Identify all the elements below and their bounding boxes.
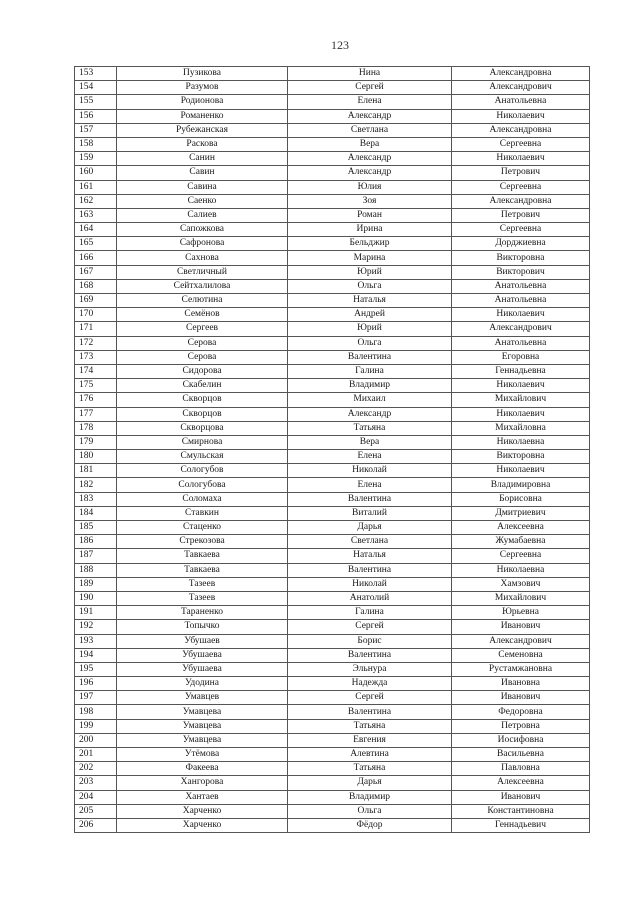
surname-cell: Сологубов	[117, 464, 288, 478]
first-name-cell: Дарья	[288, 521, 452, 535]
surname-cell: Тавкаева	[117, 549, 288, 563]
surname-cell: Скворцов	[117, 393, 288, 407]
patronymic-cell: Петровна	[452, 719, 590, 733]
row-number-cell: 169	[75, 294, 117, 308]
patronymic-cell: Анатольевна	[452, 336, 590, 350]
patronymic-cell: Алексеевна	[452, 521, 590, 535]
patronymic-cell: Александровна	[452, 123, 590, 137]
surname-cell: Сапожкова	[117, 223, 288, 237]
first-name-cell: Наталья	[288, 294, 452, 308]
first-name-cell: Владимир	[288, 790, 452, 804]
row-number-cell: 176	[75, 393, 117, 407]
surname-cell: Санин	[117, 152, 288, 166]
row-number-cell: 177	[75, 407, 117, 421]
first-name-cell: Борис	[288, 634, 452, 648]
row-number-cell: 166	[75, 251, 117, 265]
table-row	[75, 364, 590, 378]
table-row	[75, 350, 590, 364]
first-name-cell: Евгения	[288, 733, 452, 747]
table-row	[75, 237, 590, 251]
table-row	[75, 662, 590, 676]
surname-cell: Утёмова	[117, 748, 288, 762]
table-row	[75, 719, 590, 733]
row-number-cell: 157	[75, 123, 117, 137]
row-number-cell: 202	[75, 762, 117, 776]
surname-cell: Сидорова	[117, 364, 288, 378]
row-number-cell: 162	[75, 194, 117, 208]
patronymic-cell: Иванович	[452, 620, 590, 634]
table-row	[75, 606, 590, 620]
row-number-cell: 163	[75, 208, 117, 222]
first-name-cell: Андрей	[288, 308, 452, 322]
first-name-cell: Александр	[288, 407, 452, 421]
patronymic-cell: Петрович	[452, 166, 590, 180]
table-row	[75, 492, 590, 506]
row-number-cell: 197	[75, 691, 117, 705]
first-name-cell: Алевтина	[288, 748, 452, 762]
table-row	[75, 208, 590, 222]
patronymic-cell: Егоровна	[452, 350, 590, 364]
first-name-cell: Наталья	[288, 549, 452, 563]
patronymic-cell: Николаевич	[452, 152, 590, 166]
table-row	[75, 521, 590, 535]
first-name-cell: Сергей	[288, 691, 452, 705]
surname-cell: Хантаев	[117, 790, 288, 804]
row-number-cell: 160	[75, 166, 117, 180]
first-name-cell: Елена	[288, 478, 452, 492]
surname-cell: Саенко	[117, 194, 288, 208]
row-number-cell: 154	[75, 81, 117, 95]
first-name-cell: Александр	[288, 109, 452, 123]
row-number-cell: 188	[75, 563, 117, 577]
patronymic-cell: Николаевич	[452, 379, 590, 393]
surname-cell: Раскова	[117, 137, 288, 151]
first-name-cell: Валентина	[288, 648, 452, 662]
patronymic-cell: Николаевич	[452, 109, 590, 123]
table-row	[75, 223, 590, 237]
first-name-cell: Татьяна	[288, 421, 452, 435]
patronymic-cell: Анатольевна	[452, 294, 590, 308]
row-number-cell: 185	[75, 521, 117, 535]
first-name-cell: Виталий	[288, 506, 452, 520]
patronymic-cell: Николаевич	[452, 464, 590, 478]
surname-cell: Скворцова	[117, 421, 288, 435]
surname-cell: Убушаев	[117, 634, 288, 648]
row-number-cell: 164	[75, 223, 117, 237]
patronymic-cell: Александрович	[452, 322, 590, 336]
surname-cell: Факеева	[117, 762, 288, 776]
surname-cell: Умавцева	[117, 733, 288, 747]
row-number-cell: 174	[75, 364, 117, 378]
table-row	[75, 733, 590, 747]
first-name-cell: Роман	[288, 208, 452, 222]
patronymic-cell: Александрович	[452, 634, 590, 648]
first-name-cell: Анатолий	[288, 591, 452, 605]
first-name-cell: Татьяна	[288, 719, 452, 733]
surname-cell: Семёнов	[117, 308, 288, 322]
table-row	[75, 294, 590, 308]
surname-cell: Убушаева	[117, 662, 288, 676]
table-row	[75, 180, 590, 194]
table-row	[75, 279, 590, 293]
patronymic-cell: Федоровна	[452, 705, 590, 719]
table-row	[75, 478, 590, 492]
surname-cell: Стаценко	[117, 521, 288, 535]
patronymic-cell: Владимировна	[452, 478, 590, 492]
patronymic-cell: Михайловна	[452, 421, 590, 435]
row-number-cell: 186	[75, 535, 117, 549]
patronymic-cell: Константиновна	[452, 804, 590, 818]
row-number-cell: 159	[75, 152, 117, 166]
surname-cell: Сейтхалилова	[117, 279, 288, 293]
row-number-cell: 191	[75, 606, 117, 620]
first-name-cell: Сергей	[288, 620, 452, 634]
first-name-cell: Александр	[288, 166, 452, 180]
patronymic-cell: Ивановна	[452, 677, 590, 691]
table-row	[75, 152, 590, 166]
table-row	[75, 322, 590, 336]
patronymic-cell: Васильевна	[452, 748, 590, 762]
table-row	[75, 762, 590, 776]
table-row	[75, 67, 590, 81]
first-name-cell: Юлия	[288, 180, 452, 194]
patronymic-cell: Петрович	[452, 208, 590, 222]
surname-cell: Сологубова	[117, 478, 288, 492]
table-row	[75, 691, 590, 705]
first-name-cell: Зоя	[288, 194, 452, 208]
row-number-cell: 156	[75, 109, 117, 123]
surname-cell: Ставкин	[117, 506, 288, 520]
surname-cell: Харченко	[117, 818, 288, 832]
patronymic-cell: Рустамжановна	[452, 662, 590, 676]
table-row	[75, 450, 590, 464]
row-number-cell: 167	[75, 265, 117, 279]
table-row	[75, 535, 590, 549]
first-name-cell: Владимир	[288, 379, 452, 393]
patronymic-cell: Иванович	[452, 691, 590, 705]
patronymic-cell: Павловна	[452, 762, 590, 776]
first-name-cell: Бельджир	[288, 237, 452, 251]
row-number-cell: 193	[75, 634, 117, 648]
first-name-cell: Валентина	[288, 492, 452, 506]
patronymic-cell: Семеновна	[452, 648, 590, 662]
first-name-cell: Нина	[288, 67, 452, 81]
row-number-cell: 180	[75, 450, 117, 464]
patronymic-cell: Александрович	[452, 81, 590, 95]
table-row	[75, 393, 590, 407]
row-number-cell: 199	[75, 719, 117, 733]
first-name-cell: Елена	[288, 95, 452, 109]
patronymic-cell: Борисовна	[452, 492, 590, 506]
first-name-cell: Ольга	[288, 804, 452, 818]
table-row	[75, 407, 590, 421]
first-name-cell: Николай	[288, 577, 452, 591]
row-number-cell: 171	[75, 322, 117, 336]
surname-cell: Тазеев	[117, 577, 288, 591]
first-name-cell: Ирина	[288, 223, 452, 237]
surname-cell: Соломаха	[117, 492, 288, 506]
table-row	[75, 818, 590, 832]
surname-cell: Умавцева	[117, 719, 288, 733]
table-row	[75, 336, 590, 350]
table-row	[75, 804, 590, 818]
patronymic-cell: Михайлович	[452, 591, 590, 605]
table-row	[75, 620, 590, 634]
names-table-body	[75, 67, 590, 833]
surname-cell: Умавцева	[117, 705, 288, 719]
table-row	[75, 251, 590, 265]
row-number-cell: 173	[75, 350, 117, 364]
patronymic-cell: Викторовна	[452, 450, 590, 464]
row-number-cell: 206	[75, 818, 117, 832]
patronymic-cell: Жумабаевна	[452, 535, 590, 549]
surname-cell: Топычко	[117, 620, 288, 634]
first-name-cell: Валентина	[288, 563, 452, 577]
surname-cell: Серова	[117, 350, 288, 364]
first-name-cell: Александр	[288, 152, 452, 166]
table-row	[75, 506, 590, 520]
first-name-cell: Татьяна	[288, 762, 452, 776]
surname-cell: Савин	[117, 166, 288, 180]
patronymic-cell: Николаевна	[452, 563, 590, 577]
surname-cell: Пузикова	[117, 67, 288, 81]
surname-cell: Скворцов	[117, 407, 288, 421]
surname-cell: Савина	[117, 180, 288, 194]
table-row	[75, 549, 590, 563]
patronymic-cell: Дорджиевна	[452, 237, 590, 251]
row-number-cell: 175	[75, 379, 117, 393]
table-row	[75, 81, 590, 95]
surname-cell: Убушаева	[117, 648, 288, 662]
surname-cell: Хангорова	[117, 776, 288, 790]
surname-cell: Тараненко	[117, 606, 288, 620]
patronymic-cell: Иванович	[452, 790, 590, 804]
row-number-cell: 168	[75, 279, 117, 293]
first-name-cell: Юрий	[288, 322, 452, 336]
row-number-cell: 189	[75, 577, 117, 591]
first-name-cell: Галина	[288, 606, 452, 620]
table-row	[75, 748, 590, 762]
row-number-cell: 201	[75, 748, 117, 762]
first-name-cell: Светлана	[288, 535, 452, 549]
surname-cell: Светличный	[117, 265, 288, 279]
patronymic-cell: Сергеевна	[452, 549, 590, 563]
table-row	[75, 123, 590, 137]
table-row	[75, 776, 590, 790]
row-number-cell: 172	[75, 336, 117, 350]
table-row	[75, 95, 590, 109]
patronymic-cell: Николаевич	[452, 407, 590, 421]
row-number-cell: 203	[75, 776, 117, 790]
patronymic-cell: Алексеевна	[452, 776, 590, 790]
surname-cell: Сахнова	[117, 251, 288, 265]
row-number-cell: 192	[75, 620, 117, 634]
row-number-cell: 187	[75, 549, 117, 563]
surname-cell: Стрекозова	[117, 535, 288, 549]
patronymic-cell: Иосифовна	[452, 733, 590, 747]
first-name-cell: Елена	[288, 450, 452, 464]
surname-cell: Харченко	[117, 804, 288, 818]
surname-cell: Салиев	[117, 208, 288, 222]
first-name-cell: Ольга	[288, 279, 452, 293]
surname-cell: Смирнова	[117, 435, 288, 449]
names-table	[74, 66, 590, 833]
table-row	[75, 634, 590, 648]
surname-cell: Романенко	[117, 109, 288, 123]
surname-cell: Разумов	[117, 81, 288, 95]
first-name-cell: Ольга	[288, 336, 452, 350]
row-number-cell: 181	[75, 464, 117, 478]
row-number-cell: 153	[75, 67, 117, 81]
first-name-cell: Дарья	[288, 776, 452, 790]
row-number-cell: 198	[75, 705, 117, 719]
table-row	[75, 379, 590, 393]
first-name-cell: Вера	[288, 137, 452, 151]
table-row	[75, 308, 590, 322]
row-number-cell: 196	[75, 677, 117, 691]
row-number-cell: 182	[75, 478, 117, 492]
patronymic-cell: Михайлович	[452, 393, 590, 407]
patronymic-cell: Анатольевна	[452, 279, 590, 293]
first-name-cell: Вера	[288, 435, 452, 449]
first-name-cell: Марина	[288, 251, 452, 265]
first-name-cell: Светлана	[288, 123, 452, 137]
patronymic-cell: Николаевна	[452, 435, 590, 449]
patronymic-cell: Викторович	[452, 265, 590, 279]
table-row	[75, 435, 590, 449]
surname-cell: Удодина	[117, 677, 288, 691]
first-name-cell: Михаил	[288, 393, 452, 407]
table-row	[75, 464, 590, 478]
row-number-cell: 158	[75, 137, 117, 151]
row-number-cell: 183	[75, 492, 117, 506]
row-number-cell: 204	[75, 790, 117, 804]
table-row	[75, 577, 590, 591]
patronymic-cell: Сергеевна	[452, 180, 590, 194]
patronymic-cell: Анатольевна	[452, 95, 590, 109]
surname-cell: Смульская	[117, 450, 288, 464]
surname-cell: Родионова	[117, 95, 288, 109]
patronymic-cell: Александровна	[452, 67, 590, 81]
patronymic-cell: Николаевич	[452, 308, 590, 322]
surname-cell: Селютина	[117, 294, 288, 308]
patronymic-cell: Александровна	[452, 194, 590, 208]
table-row	[75, 137, 590, 151]
table-row	[75, 648, 590, 662]
surname-cell: Сафронова	[117, 237, 288, 251]
first-name-cell: Эльнура	[288, 662, 452, 676]
surname-cell: Тазеев	[117, 591, 288, 605]
first-name-cell: Николай	[288, 464, 452, 478]
row-number-cell: 184	[75, 506, 117, 520]
table-row	[75, 109, 590, 123]
table-row	[75, 790, 590, 804]
first-name-cell: Фёдор	[288, 818, 452, 832]
row-number-cell: 165	[75, 237, 117, 251]
row-number-cell: 170	[75, 308, 117, 322]
table-row	[75, 677, 590, 691]
table-row	[75, 421, 590, 435]
first-name-cell: Валентина	[288, 705, 452, 719]
table-row	[75, 194, 590, 208]
table-row	[75, 591, 590, 605]
row-number-cell: 194	[75, 648, 117, 662]
first-name-cell: Юрий	[288, 265, 452, 279]
first-name-cell: Надежда	[288, 677, 452, 691]
row-number-cell: 195	[75, 662, 117, 676]
row-number-cell: 205	[75, 804, 117, 818]
table-row	[75, 265, 590, 279]
table-row	[75, 166, 590, 180]
first-name-cell: Сергей	[288, 81, 452, 95]
surname-cell: Тавкаева	[117, 563, 288, 577]
patronymic-cell: Викторовна	[452, 251, 590, 265]
patronymic-cell: Сергеевна	[452, 223, 590, 237]
surname-cell: Серова	[117, 336, 288, 350]
patronymic-cell: Сергеевна	[452, 137, 590, 151]
row-number-cell: 155	[75, 95, 117, 109]
row-number-cell: 161	[75, 180, 117, 194]
row-number-cell: 179	[75, 435, 117, 449]
surname-cell: Сергеев	[117, 322, 288, 336]
patronymic-cell: Хамзович	[452, 577, 590, 591]
patronymic-cell: Геннадьевич	[452, 818, 590, 832]
page-number: 123	[331, 38, 349, 52]
row-number-cell: 178	[75, 421, 117, 435]
surname-cell: Рубежанская	[117, 123, 288, 137]
patronymic-cell: Юрьевна	[452, 606, 590, 620]
first-name-cell: Валентина	[288, 350, 452, 364]
surname-cell: Умавцев	[117, 691, 288, 705]
row-number-cell: 190	[75, 591, 117, 605]
patronymic-cell: Дмитриевич	[452, 506, 590, 520]
table-row	[75, 705, 590, 719]
surname-cell: Скабелин	[117, 379, 288, 393]
row-number-cell: 200	[75, 733, 117, 747]
patronymic-cell: Геннадьевна	[452, 364, 590, 378]
first-name-cell: Галина	[288, 364, 452, 378]
table-row	[75, 563, 590, 577]
